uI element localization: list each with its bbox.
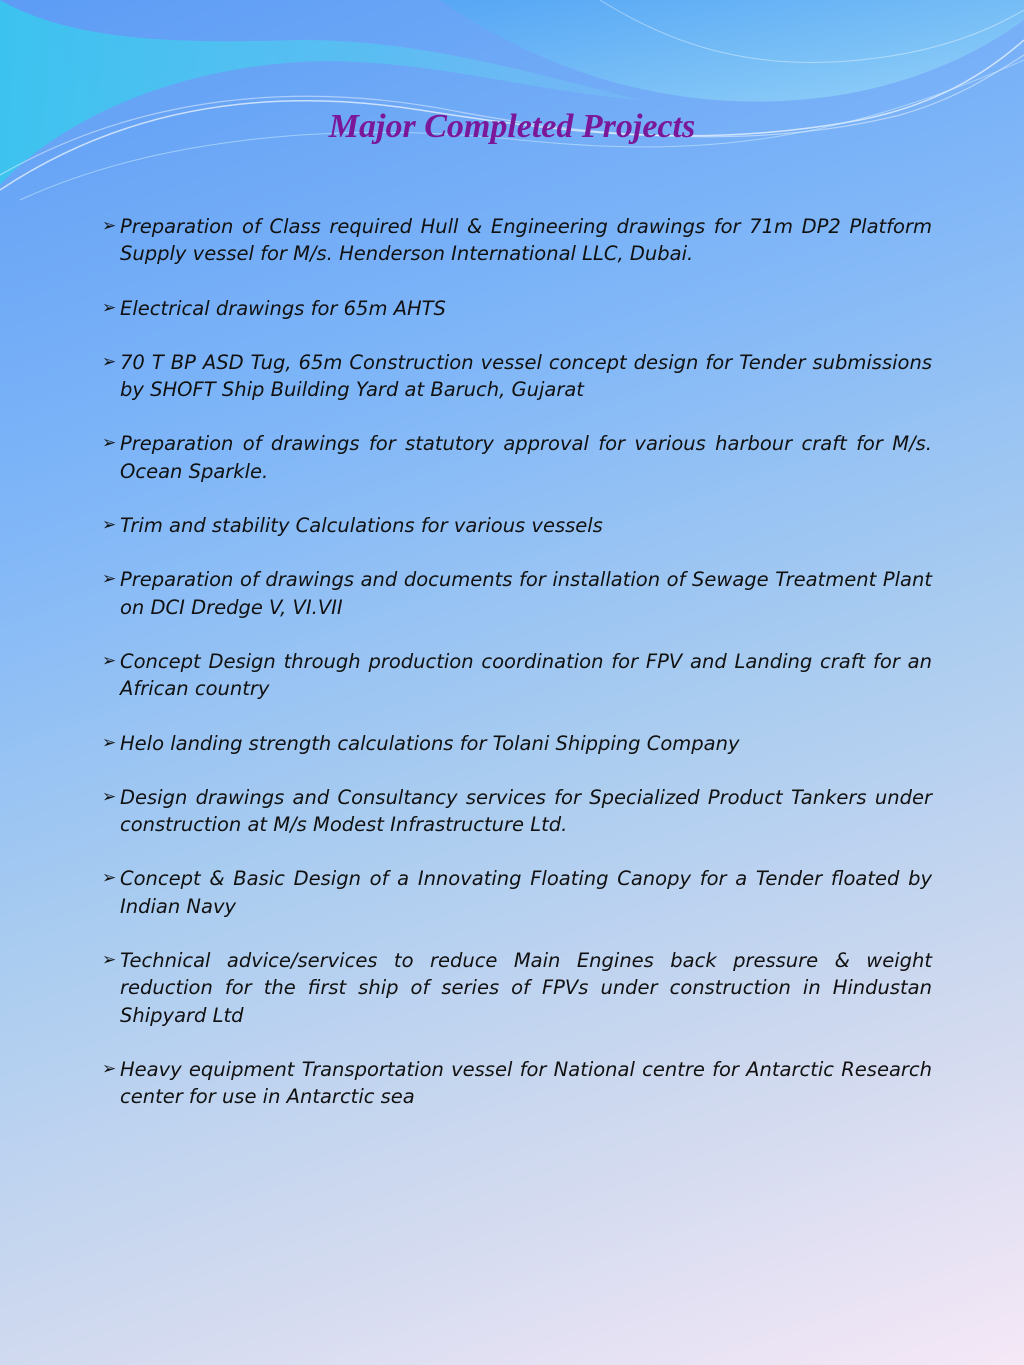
arrow-bullet-icon: ➢: [102, 569, 117, 590]
arrow-bullet-icon: ➢: [102, 433, 117, 454]
wave-top-right: [440, 0, 1024, 102]
project-text: Technical advice/services to reduce Main Engines back pressure & weight reduction for the first ship of series of FPVs under construction in Hindustan Shipyard Ltd: [120, 949, 932, 1027]
project-text: 70 T BP ASD Tug, 65m Construction vessel concept design for Tender submissions by SHOFT Ship Building Yard at Baruch, Gujarat: [120, 350, 932, 402]
list-item: [102, 730, 932, 757]
project-text: Preparation of Class required Hull & Engineering drawings for 71m DP2 Platform Supply vessel for M/s. Henderson International LLC, Dubai.: [120, 215, 932, 266]
project-text: Heavy equipment Transportation vessel for National centre for Antarctic Research center for use in Antarctic sea: [120, 1057, 932, 1109]
project-text: Preparation of drawings and documents for installation of Sewage Treatment Plant on DCI Dredge V, VI.VII: [120, 568, 932, 619]
arrow-bullet-icon: ➢: [102, 650, 117, 671]
project-text: Design drawings and Consultancy services for Specialized Product Tankers under construction at M/s Modest Infrastructure Ltd.: [120, 785, 932, 837]
arrow-bullet-icon: ➢: [102, 297, 117, 318]
projects-list: [102, 213, 932, 1138]
list-item: [102, 512, 932, 539]
arrow-bullet-icon: ➢: [102, 868, 117, 889]
list-item: [102, 947, 932, 1029]
arrow-bullet-icon: ➢: [102, 732, 117, 753]
project-text: Concept & Basic Design of a Innovating Floating Canopy for a Tender floated by Indian Navy: [120, 867, 932, 918]
list-item: [102, 349, 932, 404]
project-text: Helo landing strength calculations for Tolani Shipping Company: [120, 731, 740, 755]
arrow-bullet-icon: ➢: [102, 351, 117, 372]
list-item: [102, 213, 932, 268]
arrow-bullet-icon: ➢: [102, 786, 117, 807]
project-text: Concept Design through production coordination for FPV and Landing craft for an African country: [120, 649, 932, 701]
list-item: [102, 430, 932, 485]
page-title: Major Completed Projects: [328, 108, 696, 145]
list-item: [102, 295, 932, 322]
arrow-bullet-icon: ➢: [102, 1058, 117, 1079]
list-item: [102, 865, 932, 920]
arrow-bullet-icon: ➢: [102, 515, 117, 536]
project-text: Trim and stability Calculations for various vessels: [120, 514, 603, 538]
list-item: [102, 648, 932, 703]
project-text: Preparation of drawings for statutory approval for various harbour craft for M/s. Ocean Sparkle.: [120, 432, 932, 483]
arrow-bullet-icon: ➢: [102, 216, 117, 236]
list-item: [102, 1056, 932, 1111]
arrow-bullet-icon: ➢: [102, 950, 117, 971]
project-text: Electrical drawings for 65m AHTS: [120, 296, 446, 320]
list-item: [102, 566, 932, 621]
list-item: [102, 784, 932, 839]
